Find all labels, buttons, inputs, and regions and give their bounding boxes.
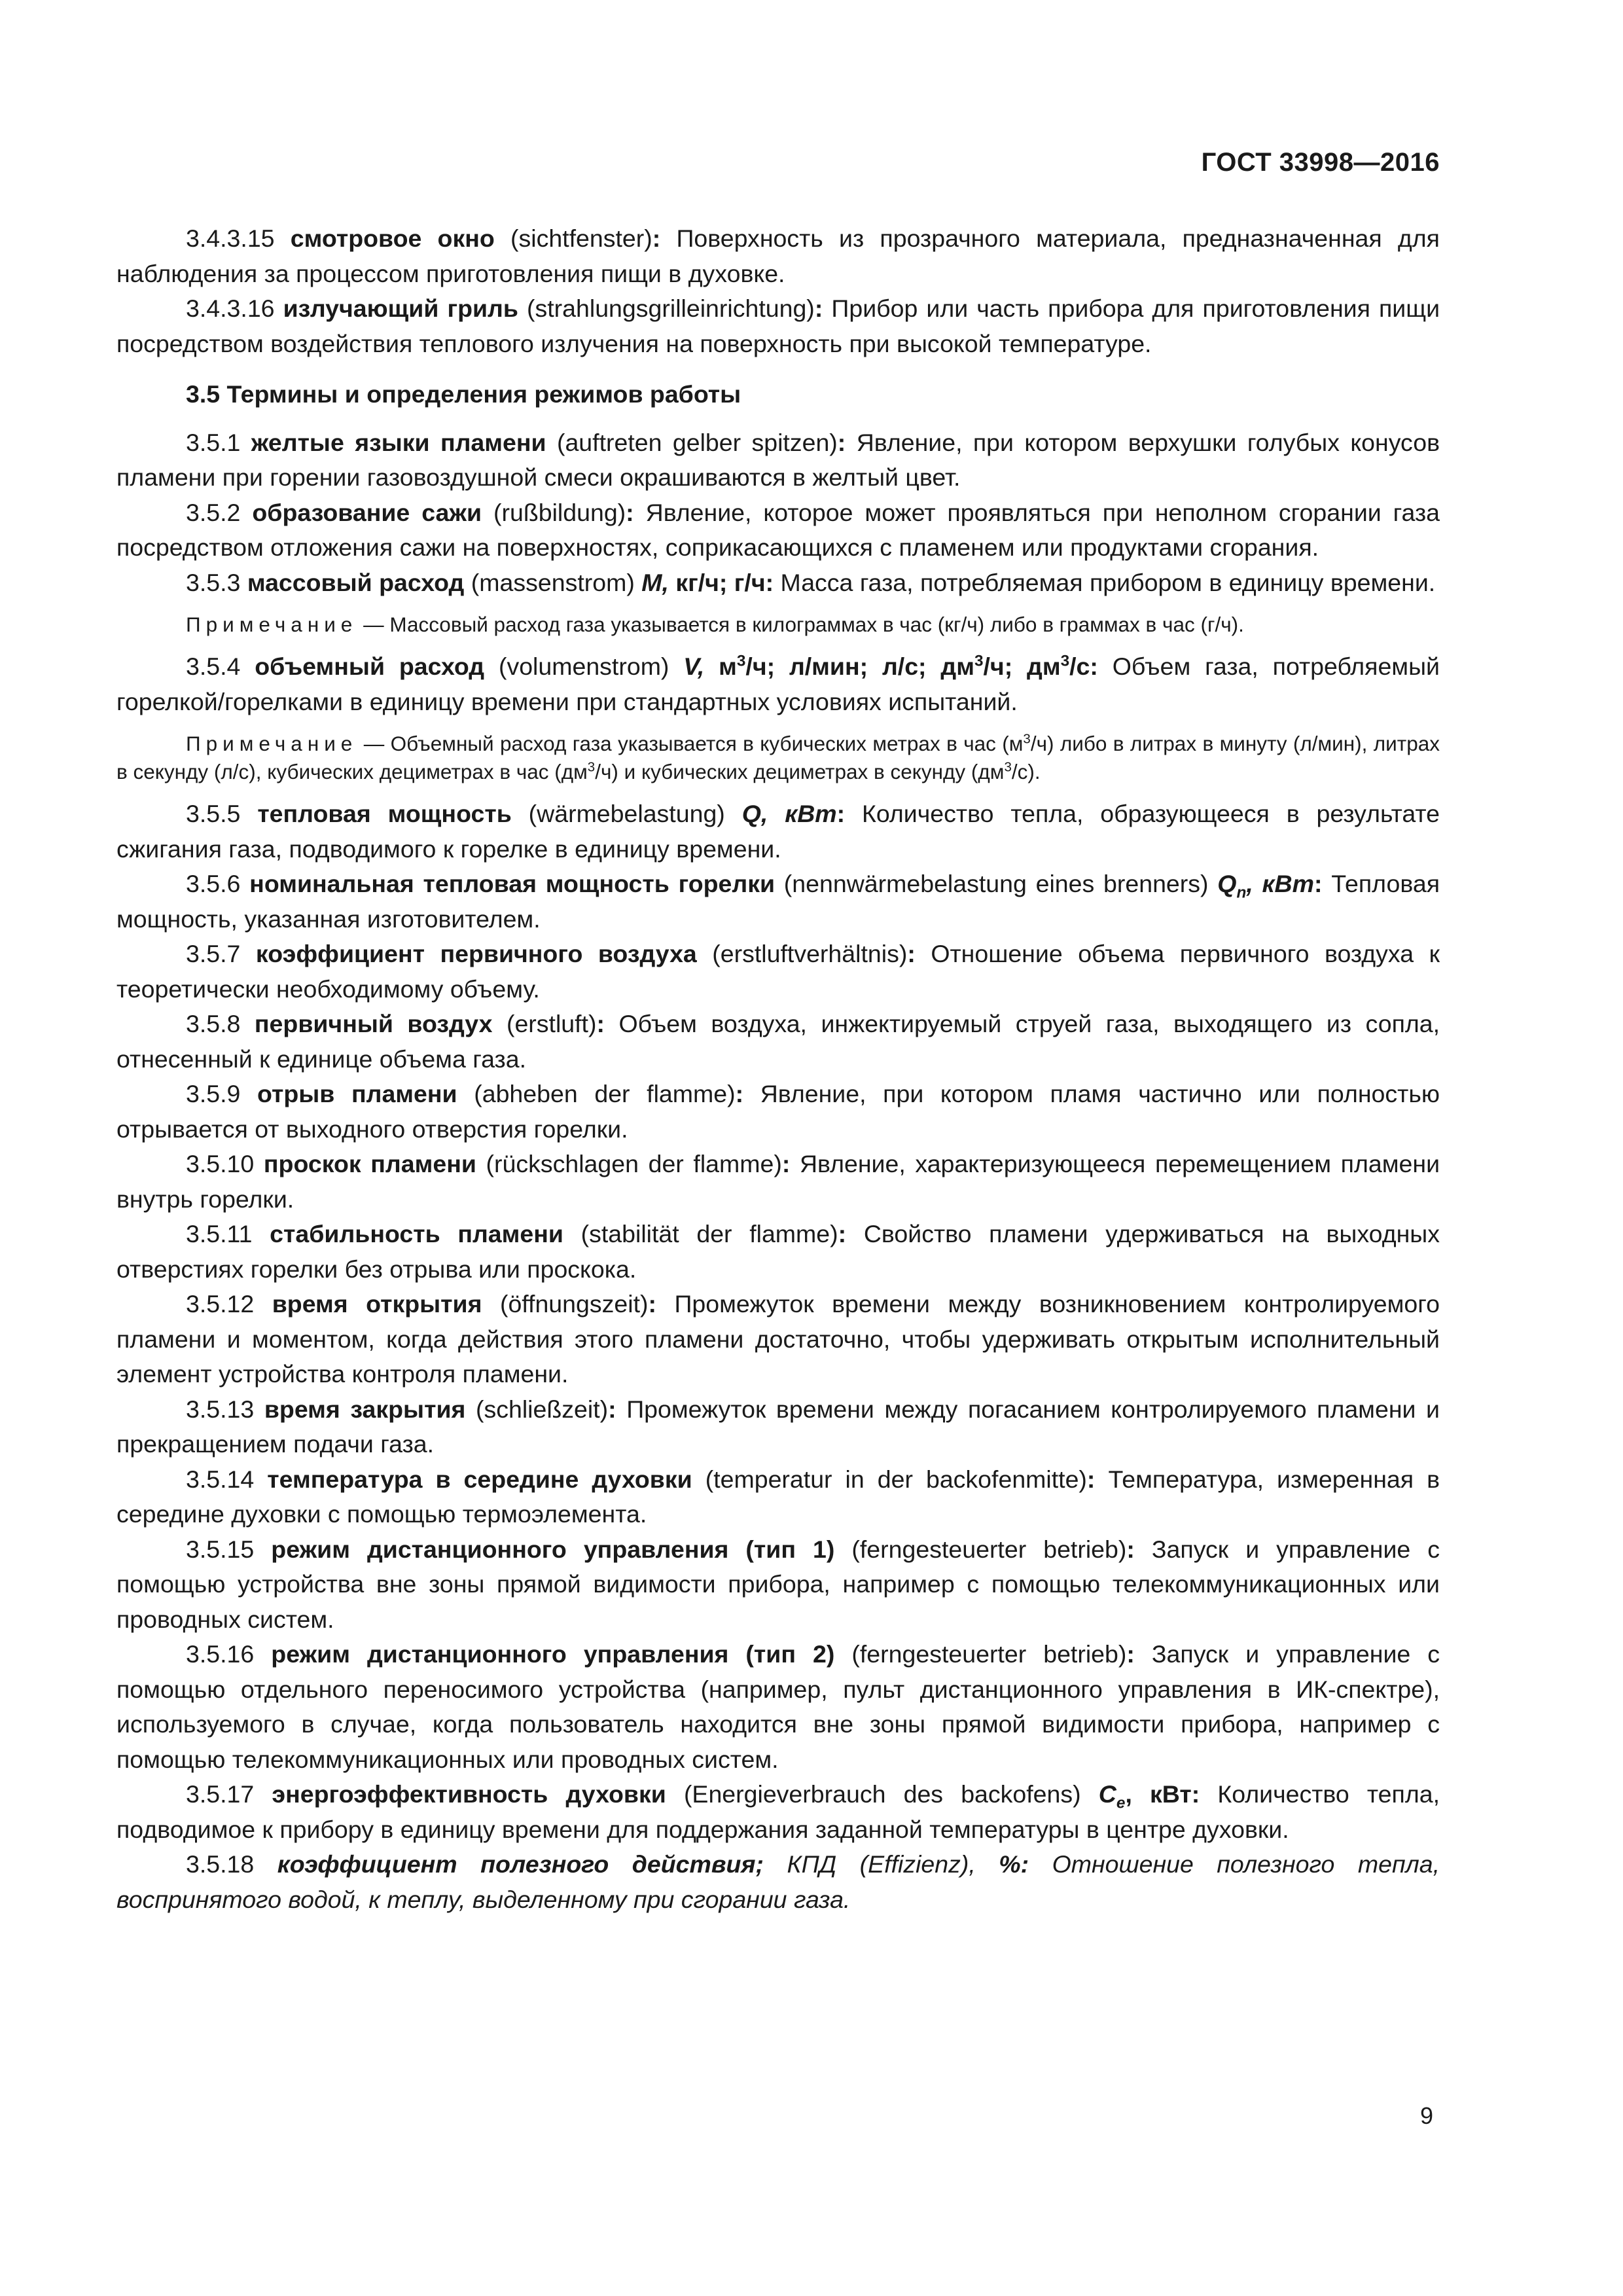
term-3-5-5: 3.5.5 тепловая мощность (wärmebelastung) Q, кВт: Количество тепла, образующееся в результате сжигания газа, подводимого к горелке в единицу времени. [116, 800, 1440, 863]
term-3-5-14: 3.5.14 температура в середине духовки (temperatur in der backofenmitte): Температура, измеренная в середине духовки с помощью термоэлемента. [116, 1465, 1440, 1528]
term-3-5-18: 3.5.18 коэффициент полезного действия; КПД (Effizienz), %: Отношение полезного тепла, воспринятого водой, к теплу, выделенному при сгорании газа. [116, 1850, 1440, 1913]
term-3-5-3: 3.5.3 массовый расход (massenstrom) M, кг/ч; г/ч: Масса газа, потребляемая прибором в единицу времени. [186, 568, 1436, 596]
term-3-5-2: 3.5.2 образование сажи (rußbildung): Явление, которое может проявляться при неполном сгорании газа посредством отложения сажи на поверхностях, соприкасающихся с пламенем или продуктами сгорания. [116, 498, 1440, 561]
term-3-5-9: 3.5.9 отрыв пламени (abheben der flamme): Явление, при котором пламя частично или полностью отрывается от выходного отверстия горелки. [116, 1080, 1440, 1143]
term-3-5-10: 3.5.10 проскок пламени (rückschlagen der flamme): Явление, характеризующееся перемещением пламени внутрь горелки. [116, 1150, 1440, 1213]
note-3-5-3: Примечание — Массовый расход газа указывается в килограммах в час (кг/ч) либо в граммах в час (г/ч). [186, 613, 1244, 636]
term-3-5-6: 3.5.6 номинальная тепловая мощность горелки (nennwärmebelastung eines brenners) $Q_n$, кВт: Тепловая мощность, указанная изготовителем. [116, 870, 1440, 933]
term-3-5-11: 3.5.11 стабильность пламени (stabilität der flamme): Свойство пламени удерживаться на выходных отверстиях горелки без отрыва или проскока. [116, 1220, 1440, 1283]
term-3-5-12: 3.5.12 время открытия (öffnungszeit): Промежуток времени между возникновением контролируемого пламени и моментом, когда действия этого пламени достаточно, чтобы удерживать открытым исполнительный элемент устройства контроля пламени. [116, 1290, 1440, 1388]
note-label: Примечание [186, 732, 358, 755]
term-3-5-17: 3.5.17 энергоэффективность духовки (Energieverbrauch des backofens) $C_e$, кВт: Количество тепла, подводимое к прибору в единицу времени для поддержания заданной температуры в центре духовки. [116, 1780, 1440, 1843]
term-3-5-16: 3.5.16 режим дистанционного управления (тип 2) (ferngesteuerter betrieb): Запуск и управление с помощью отдельного переносимого устройства (например, пульт дистанционного управления в ИК-спектре), используемого в случае, когда пользователь находится вне зоны прямой видимости прибора, например с помощью телекоммуникационных или проводных систем. [116, 1640, 1440, 1773]
term-3-5-15: 3.5.15 режим дистанционного управления (тип 1) (ferngesteuerter betrieb): Запуск и управление с помощью устройства вне зоны прямой видимости прибора, например с помощью телекоммуникационных или проводных систем. [116, 1535, 1440, 1633]
term-3-5-8: 3.5.8 первичный воздух (erstluft): Объем воздуха, инжектируемый струей газа, выходящего из сопла, отнесенный к единице объема газа. [116, 1010, 1440, 1073]
note-3-5-4: Примечание — Объемный расход газа указывается в кубических метрах в час $(м^3/ч)$ либо в литрах в минуту (л/мин), литрах в секунду (л/с), кубических дециметрах в час $(дм^3/ч)$ и кубических дециметрах в секунду $(дм^3/с)$. [116, 731, 1440, 783]
term-3-5-1: 3.5.1 желтые языки пламени (auftreten gelber spitzen): Явление, при котором верхушки голубых конусов пламени при горении газовоздушной смеси окрашиваются в желтый цвет. [116, 428, 1440, 491]
note-label: Примечание [186, 613, 358, 636]
term-3-4-3-16: 3.4.3.16 излучающий гриль (strahlungsgrilleinrichtung): Прибор или часть прибора для приготовления пищи посредством воздействия теплового излучения на поверхность при высокой температуре. [116, 295, 1440, 357]
term-3-5-4: 3.5.4 объемный расход (volumenstrom) V, $м^3/ч$; л/мин; л/с; $дм^3/ч$; $дм^3/с$: Объем газа, потребляемый горелкой/горелками в единицу времени при стандартных условиях испытаний. [116, 652, 1440, 715]
document-body [116, 221, 1440, 1917]
term-3-5-7: 3.5.7 коэффициент первичного воздуха (erstluftverhältnis): Отношение объема первичного воздуха к теоретически необходимому объему. [116, 940, 1440, 1003]
term-3-4-3-15: 3.4.3.15 смотровое окно (sichtfenster): Поверхность из прозрачного материала, предназначенная для наблюдения за процессом приготовления пищи в духовке. [116, 224, 1440, 287]
document-id-header: ГОСТ 33998—2016 [1201, 148, 1440, 177]
term-3-5-13: 3.5.13 время закрытия (schließzeit): Промежуток времени между погасанием контролируемого пламени и прекращением подачи газа. [116, 1395, 1440, 1458]
section-heading-3-5: 3.5 Термины и определения режимов работы [186, 380, 741, 408]
page-number: 9 [1419, 2102, 1433, 2129]
